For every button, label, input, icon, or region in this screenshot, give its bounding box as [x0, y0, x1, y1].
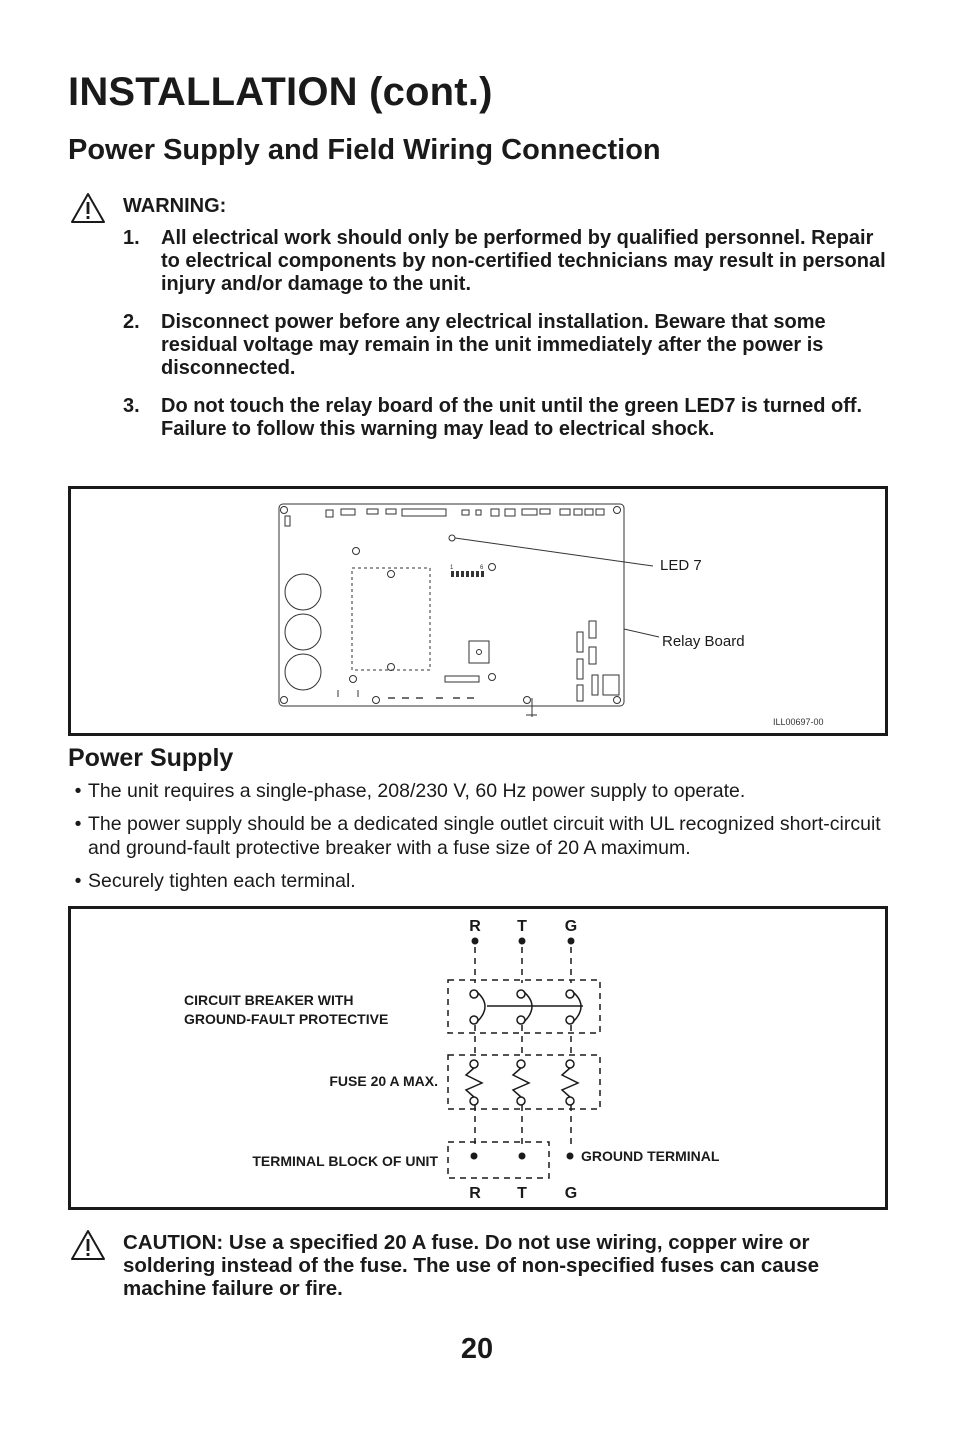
terminal-block-box	[448, 1142, 549, 1178]
led7-indicator	[449, 535, 455, 541]
led7-leader-line	[455, 538, 653, 566]
led-row-tick-right: 6	[480, 565, 484, 571]
warning-label: WARNING:	[123, 195, 227, 217]
warning-item	[123, 227, 893, 296]
power-supply-bullets	[68, 779, 898, 902]
breaker-label-line2: GROUND-FAULT PROTECTIVE	[184, 1011, 389, 1027]
page-title: INSTALLATION (cont.)	[68, 70, 493, 114]
warning-item-number: 3.	[123, 395, 140, 417]
bullet-item	[68, 812, 898, 860]
fuse-label: FUSE 20 A MAX.	[329, 1073, 438, 1089]
warning-list	[123, 227, 893, 456]
page-number: 20	[460, 1333, 494, 1365]
led7-label: LED 7	[660, 557, 702, 574]
bullet-text: The power supply should be a dedicated single outlet circuit with UL recognized short-circuit and ground-fault protective breaker with a fuse size of 20 A maximum.	[88, 813, 881, 859]
caution-text: CAUTION: Use a specified 20 A fuse. Do not use wiring, copper wire or soldering instead of the fuse. The use of non-specified fuses can cause machine failure or fire.	[123, 1231, 820, 1300]
bullet-text: Securely tighten each terminal.	[88, 870, 356, 892]
bullet-item	[68, 779, 898, 803]
relay-board-label: Relay Board	[662, 633, 745, 650]
bullet-dot: •	[74, 813, 82, 835]
terminal-label-top-g: G	[564, 918, 578, 935]
section-title: Power Supply and Field Wiring Connection	[68, 134, 661, 166]
warning-item-text: Do not touch the relay board of the unit until the green LED7 is turned off. Failure to follow this warning may lead to electrical shock.	[161, 395, 863, 440]
led-row-tick-left: 1	[450, 565, 454, 571]
warning-item-text: All electrical work should only be performed by qualified personnel. Repair to electrical components by non-certified technicians may result in personal injury and/or damage to the unit.	[161, 227, 886, 295]
relay-board-diagram	[71, 489, 885, 733]
terminal-label-top-t: T	[517, 918, 527, 935]
figure-id: ILL00697-00	[773, 717, 824, 727]
bullet-dot: •	[74, 780, 82, 802]
breaker-label-line1: CIRCUIT BREAKER WITH	[184, 992, 354, 1008]
warning-item	[123, 395, 893, 441]
wiring-diagram	[71, 909, 885, 1207]
relay-board-figure	[68, 486, 888, 736]
bullet-dot: •	[74, 870, 82, 892]
terminal-label-bottom-g: G	[564, 1185, 578, 1202]
bullet-item	[68, 869, 898, 893]
terminal-block-label: TERMINAL BLOCK OF UNIT	[252, 1153, 438, 1169]
terminal-label-bottom-r: R	[469, 1185, 481, 1202]
warning-item-number: 1.	[123, 227, 140, 249]
bullet-text: The unit requires a single-phase, 208/230 V, 60 Hz power supply to operate.	[88, 780, 746, 802]
warning-item-number: 2.	[123, 311, 140, 333]
warning-item	[123, 311, 893, 380]
terminal-label-top-r: R	[469, 918, 481, 935]
power-supply-heading: Power Supply	[68, 744, 234, 772]
wiring-diagram-figure	[68, 906, 888, 1210]
warning-item-text: Disconnect power before any electrical installation. Beware that some residual voltage may remain in the unit immediately after the power is disconnected.	[161, 311, 826, 379]
warning-triangle-icon	[70, 192, 106, 224]
relay-board-leader-line	[624, 629, 659, 637]
ground-terminal-label: GROUND TERMINAL	[581, 1148, 720, 1164]
warning-triangle-icon	[70, 1229, 106, 1261]
terminal-label-bottom-t: T	[517, 1185, 527, 1202]
